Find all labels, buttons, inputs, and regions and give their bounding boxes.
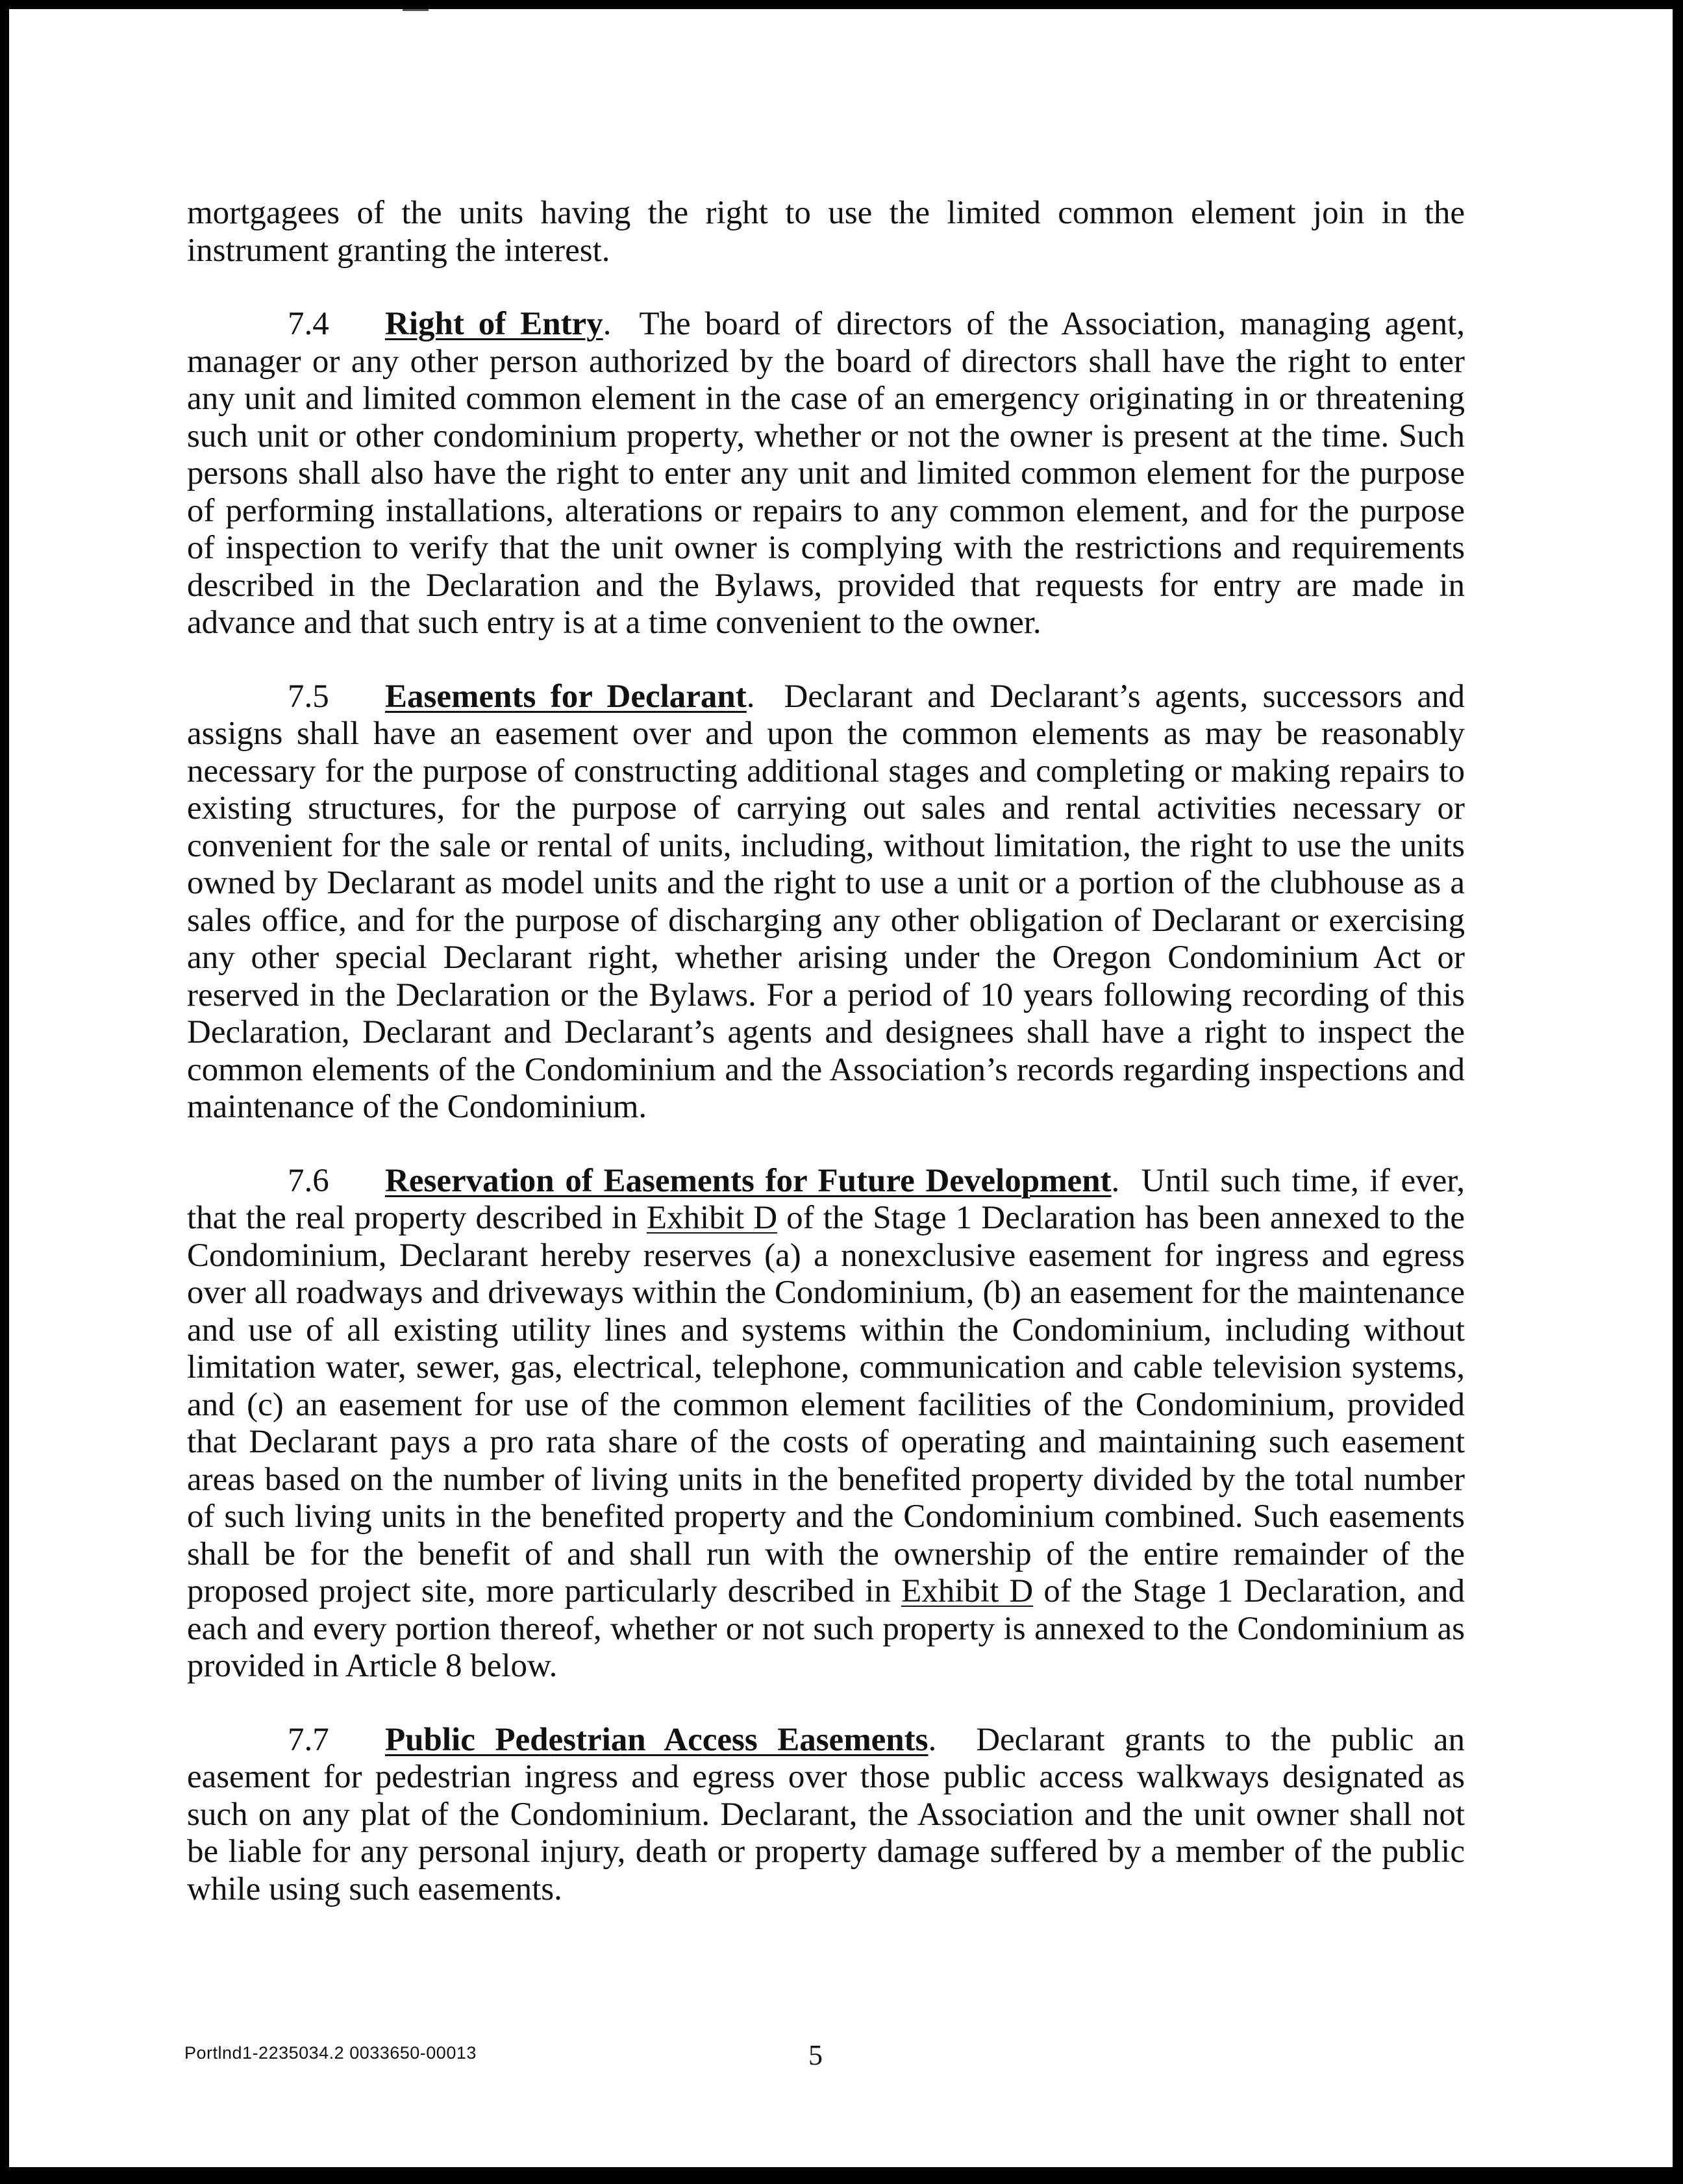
heading-period: . <box>746 678 755 715</box>
scan-border-left <box>0 0 9 2184</box>
section-heading: Easements for Declarant <box>385 678 747 715</box>
section-7-5 <box>187 678 1465 1126</box>
heading-period: . <box>603 306 612 342</box>
section-body: Declarant grants to the public an easement for pedestrian ingress and egress over those public access walkways designated as such on any plat of the Condominium. Declarant, the Association and the unit owner shall not be liable for any personal injury, death or property damage suffered by a member of the public while using such easements. <box>187 1721 1465 1907</box>
section-number: 7.4 <box>288 306 329 342</box>
section-body-part: Until such time, if ever, that the real property described in <box>187 1162 1465 1236</box>
section-number: 7.6 <box>288 1162 329 1199</box>
footer-document-id: Portlnd1-2235034.2 0033650-00013 <box>184 2043 477 2063</box>
document-page <box>187 195 1465 1944</box>
section-heading: Public Pedestrian Access Easements <box>385 1721 929 1758</box>
page-number: 5 <box>808 2039 823 2071</box>
section-body-part: of the Stage 1 Declaration has been annexed to the Condominium, Declarant hereby reserves (a) a nonexclusive easement for ingress and egress over all roadways and driveways within the Condominium, (b) an easement for the maintenance and use of all existing utility lines and systems within the Condominium, including without limitation water, sewer, gas, electrical, telephone, communication and cable television systems, and (c) an easement for use of the common element facilities of the Condominium, provided that Declarant pays a pro rata share of the costs of operating and maintaining such easement areas based on the number of living units in the benefited property divided by the total number of such living units in the benefited property and the Condominium combined. Such easements shall be for the benefit of and shall run with the ownership of the entire remainder of the proposed project site, more particularly described in <box>187 1200 1465 1609</box>
section-number: 7.5 <box>288 678 329 715</box>
section-body: The board of directors of the Association, managing agent, manager or any other person authorized by the board of directors shall have the right to enter any unit and limited common element in the case of an emergency originating in or threatening such unit or other condominium property, whether or not the owner is present at the time. Such persons shall also have the right to enter any unit and limited common element for the purpose of performing installations, alterations or repairs to any common element, and for the purpose of inspection to verify that the unit owner is complying with the restrictions and requirements described in the Declaration and the Bylaws, provided that requests for entry are made in advance and that such entry is at a time convenient to the owner. <box>187 306 1465 641</box>
scan-border-right <box>1673 0 1683 2184</box>
exhibit-reference: Exhibit D <box>901 1573 1034 1609</box>
heading-period: . <box>928 1721 937 1758</box>
scan-border-top <box>0 0 1683 9</box>
section-heading: Right of Entry <box>385 306 603 342</box>
heading-period: . <box>1111 1162 1120 1199</box>
section-7-6 <box>187 1163 1465 1685</box>
intro-paragraph <box>187 195 1465 269</box>
scan-artifact <box>403 9 429 11</box>
scan-border-bottom <box>0 2167 1683 2184</box>
section-body-part: of the Stage 1 Declaration, and each and every portion thereof, whether or not such property is annexed to the Condominium as provided in Article 8 below. <box>187 1573 1465 1684</box>
exhibit-reference: Exhibit D <box>646 1200 778 1236</box>
section-body: Declarant and Declarant’s agents, successors and assigns shall have an easement over and upon the common elements as may be reasonably necessary for the purpose of constructing additional stages and completing or making repairs to existing structures, for the purpose of carrying out sales and rental activities necessary or convenient for the sale or rental of units, including, without limitation, the right to use the units owned by Declarant as model units and the right to use a unit or a portion of the clubhouse as a sales office, and for the purpose of discharging any other obligation of Declarant or exercising any other special Declarant right, whether arising under the Oregon Condominium Act or reserved in the Declaration or the Bylaws. For a period of 10 years following recording of this Declaration, Declarant and Declarant’s agents and designees shall have a right to inspect the common elements of the Condominium and the Association’s records regarding inspections and maintenance of the Condominium. <box>187 678 1465 1125</box>
section-number: 7.7 <box>288 1721 329 1758</box>
section-7-4 <box>187 306 1465 642</box>
section-7-7 <box>187 1722 1465 1909</box>
section-heading: Reservation of Easements for Future Development <box>385 1162 1112 1199</box>
intro-text: mortgagees of the units having the right to use the limited common element join in the instrument granting the interest. <box>187 195 1465 269</box>
